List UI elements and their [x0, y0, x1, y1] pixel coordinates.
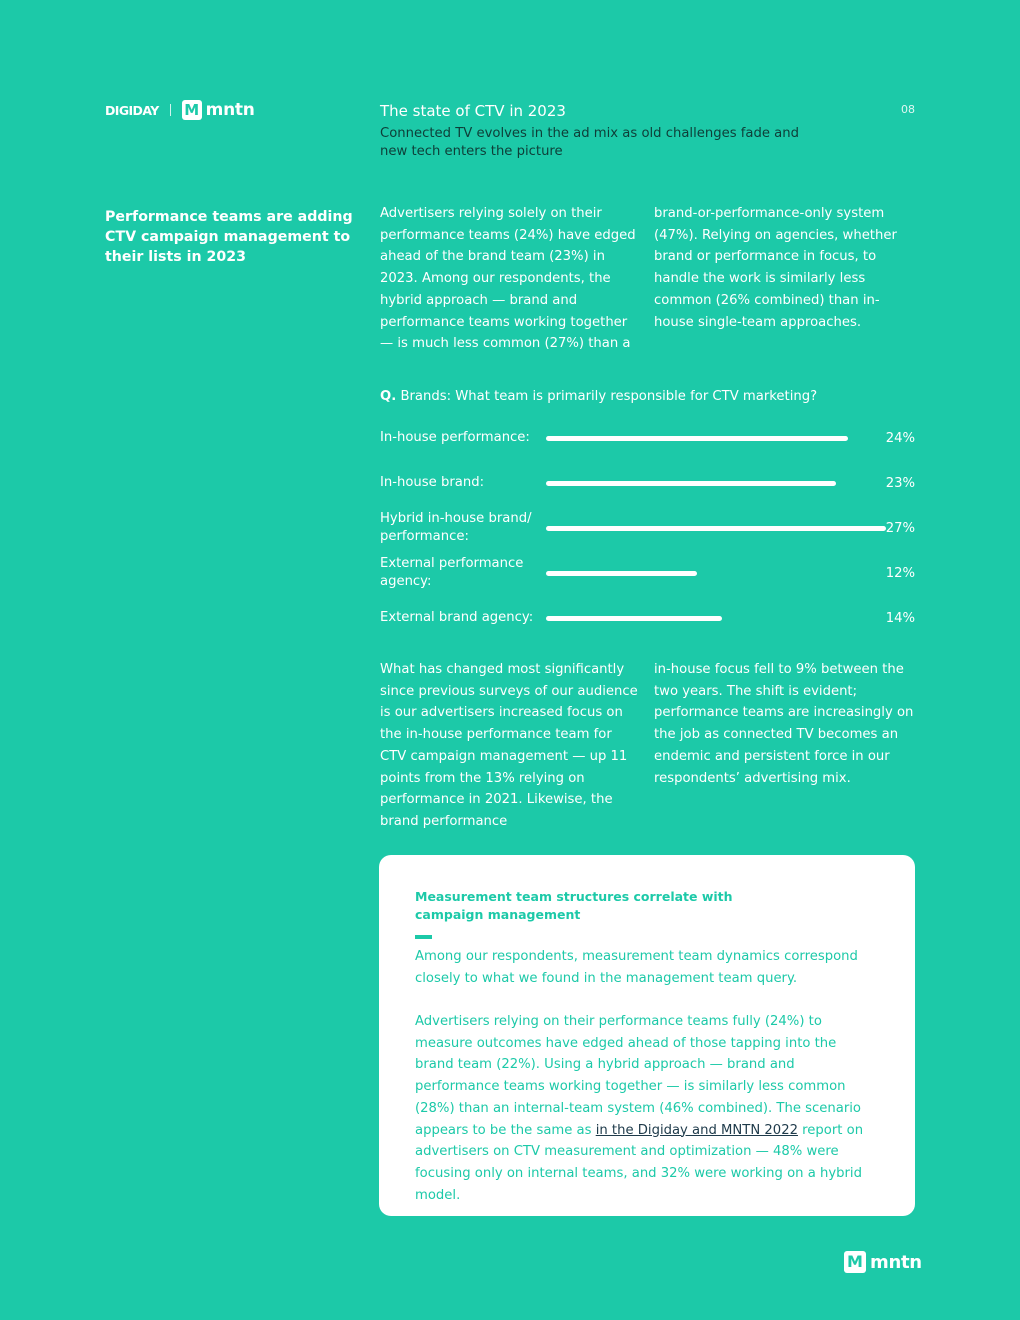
- card-paragraph-2-start: Advertisers relying on their performance teams fully (24%) to measure outcomes have edged ahead of those tapping into the brand team (22%). Using a hybrid approach — brand and performance teams working together — is similarly less common (28%) than an internal-team system (46% combined). The scenario appears to be the same as: [415, 1014, 861, 1138]
- card-paragraph-1: Among our respondents, measurement team dynamics correspond closely to what we found in the management team query.: [415, 949, 858, 986]
- intro-column-2: brand-or-performance-only system (47%). Relying on agencies, whether brand or performance in focus, to handle the work is similarly less common (26% combined) than in-house single-team approaches.: [654, 206, 897, 330]
- bar-track: [546, 571, 886, 576]
- footer-mntn-logo-text: mntn: [870, 1251, 922, 1273]
- survey-question: [380, 389, 817, 404]
- question-text: Brands: What team is primarily responsible for CTV marketing?: [400, 389, 818, 404]
- digiday-logo: DIGIDAY: [105, 102, 159, 118]
- bar: [546, 616, 722, 621]
- header-logos: [105, 98, 255, 122]
- bar-label: In-house brand:: [380, 475, 485, 490]
- section-heading: Performance teams are adding CTV campaign management to their lists in 2023: [105, 209, 353, 265]
- report-title: The state of CTV in 2023: [380, 102, 566, 120]
- intro-column-1: Advertisers relying solely on their performance teams (24%) have edged ahead of the brand team (23%) in 2023. Among our respondents, the hybrid approach — brand and performance teams working together — is much less common (27%) than a: [380, 206, 636, 352]
- bar-value-label: 27%: [885, 520, 915, 536]
- bar: [546, 526, 886, 531]
- bar-track: [546, 526, 886, 531]
- bar-label: Hybrid in-house brand/ performance:: [380, 511, 532, 544]
- footer-mntn-logo: [844, 1251, 922, 1273]
- bar: [546, 571, 697, 576]
- footer-mntn-logo-icon: M: [844, 1251, 866, 1273]
- card-title: Measurement team structures correlate with campaign management: [415, 889, 733, 922]
- bar-value-label: 12%: [885, 565, 915, 581]
- bar: [546, 481, 836, 486]
- bar-value-label: 14%: [885, 610, 915, 626]
- bar-label: External performance agency:: [380, 556, 524, 589]
- bar-track: [546, 481, 886, 486]
- bar-label: External brand agency:: [380, 610, 534, 625]
- report-subtitle: Connected TV evolves in the ad mix as old challenges fade and new tech enters the picture: [380, 126, 799, 159]
- bar-row: [380, 553, 915, 593]
- card-paragraph-2: [415, 1011, 875, 1206]
- question-prefix: Q.: [380, 389, 397, 404]
- mntn-logo-text: mntn: [205, 100, 255, 120]
- report-link[interactable]: in the Digiday and MNTN 2022: [595, 1122, 798, 1138]
- bar: [546, 436, 848, 441]
- callout-card: [379, 855, 915, 1216]
- bar-label: In-house performance:: [380, 430, 530, 445]
- bar-row: [380, 508, 915, 548]
- mntn-logo-icon: M: [182, 100, 202, 120]
- logo-divider: [170, 104, 171, 116]
- bar-value-label: 23%: [885, 475, 915, 491]
- bar-row: [380, 598, 915, 638]
- bar-value-label: 24%: [885, 430, 915, 446]
- analysis-column-2: in-house focus fell to 9% between the two years. The shift is evident; performance teams are increasingly on the job as connected TV becomes an endemic and persistent force in our respondents’ advertising mix.: [654, 662, 914, 786]
- card-paragraph-2-end: report on advertisers on CTV measurement and optimization — 48% were focusing only on internal teams, and 32% were working on a hybrid model.: [415, 1122, 864, 1203]
- mntn-logo: [182, 100, 255, 120]
- bar-row: [380, 463, 915, 503]
- analysis-column-1: What has changed most significantly since previous surveys of our audience is our advertisers increased focus on the in-house performance team for CTV campaign management — up 11 points from the 13% relying on performance in 2021. Likewise, the brand performance: [380, 662, 638, 829]
- bar-track: [546, 436, 886, 441]
- page-number: 08: [901, 103, 915, 116]
- bar-row: [380, 418, 915, 458]
- card-accent-rule: [415, 935, 432, 939]
- bar-track: [546, 616, 886, 621]
